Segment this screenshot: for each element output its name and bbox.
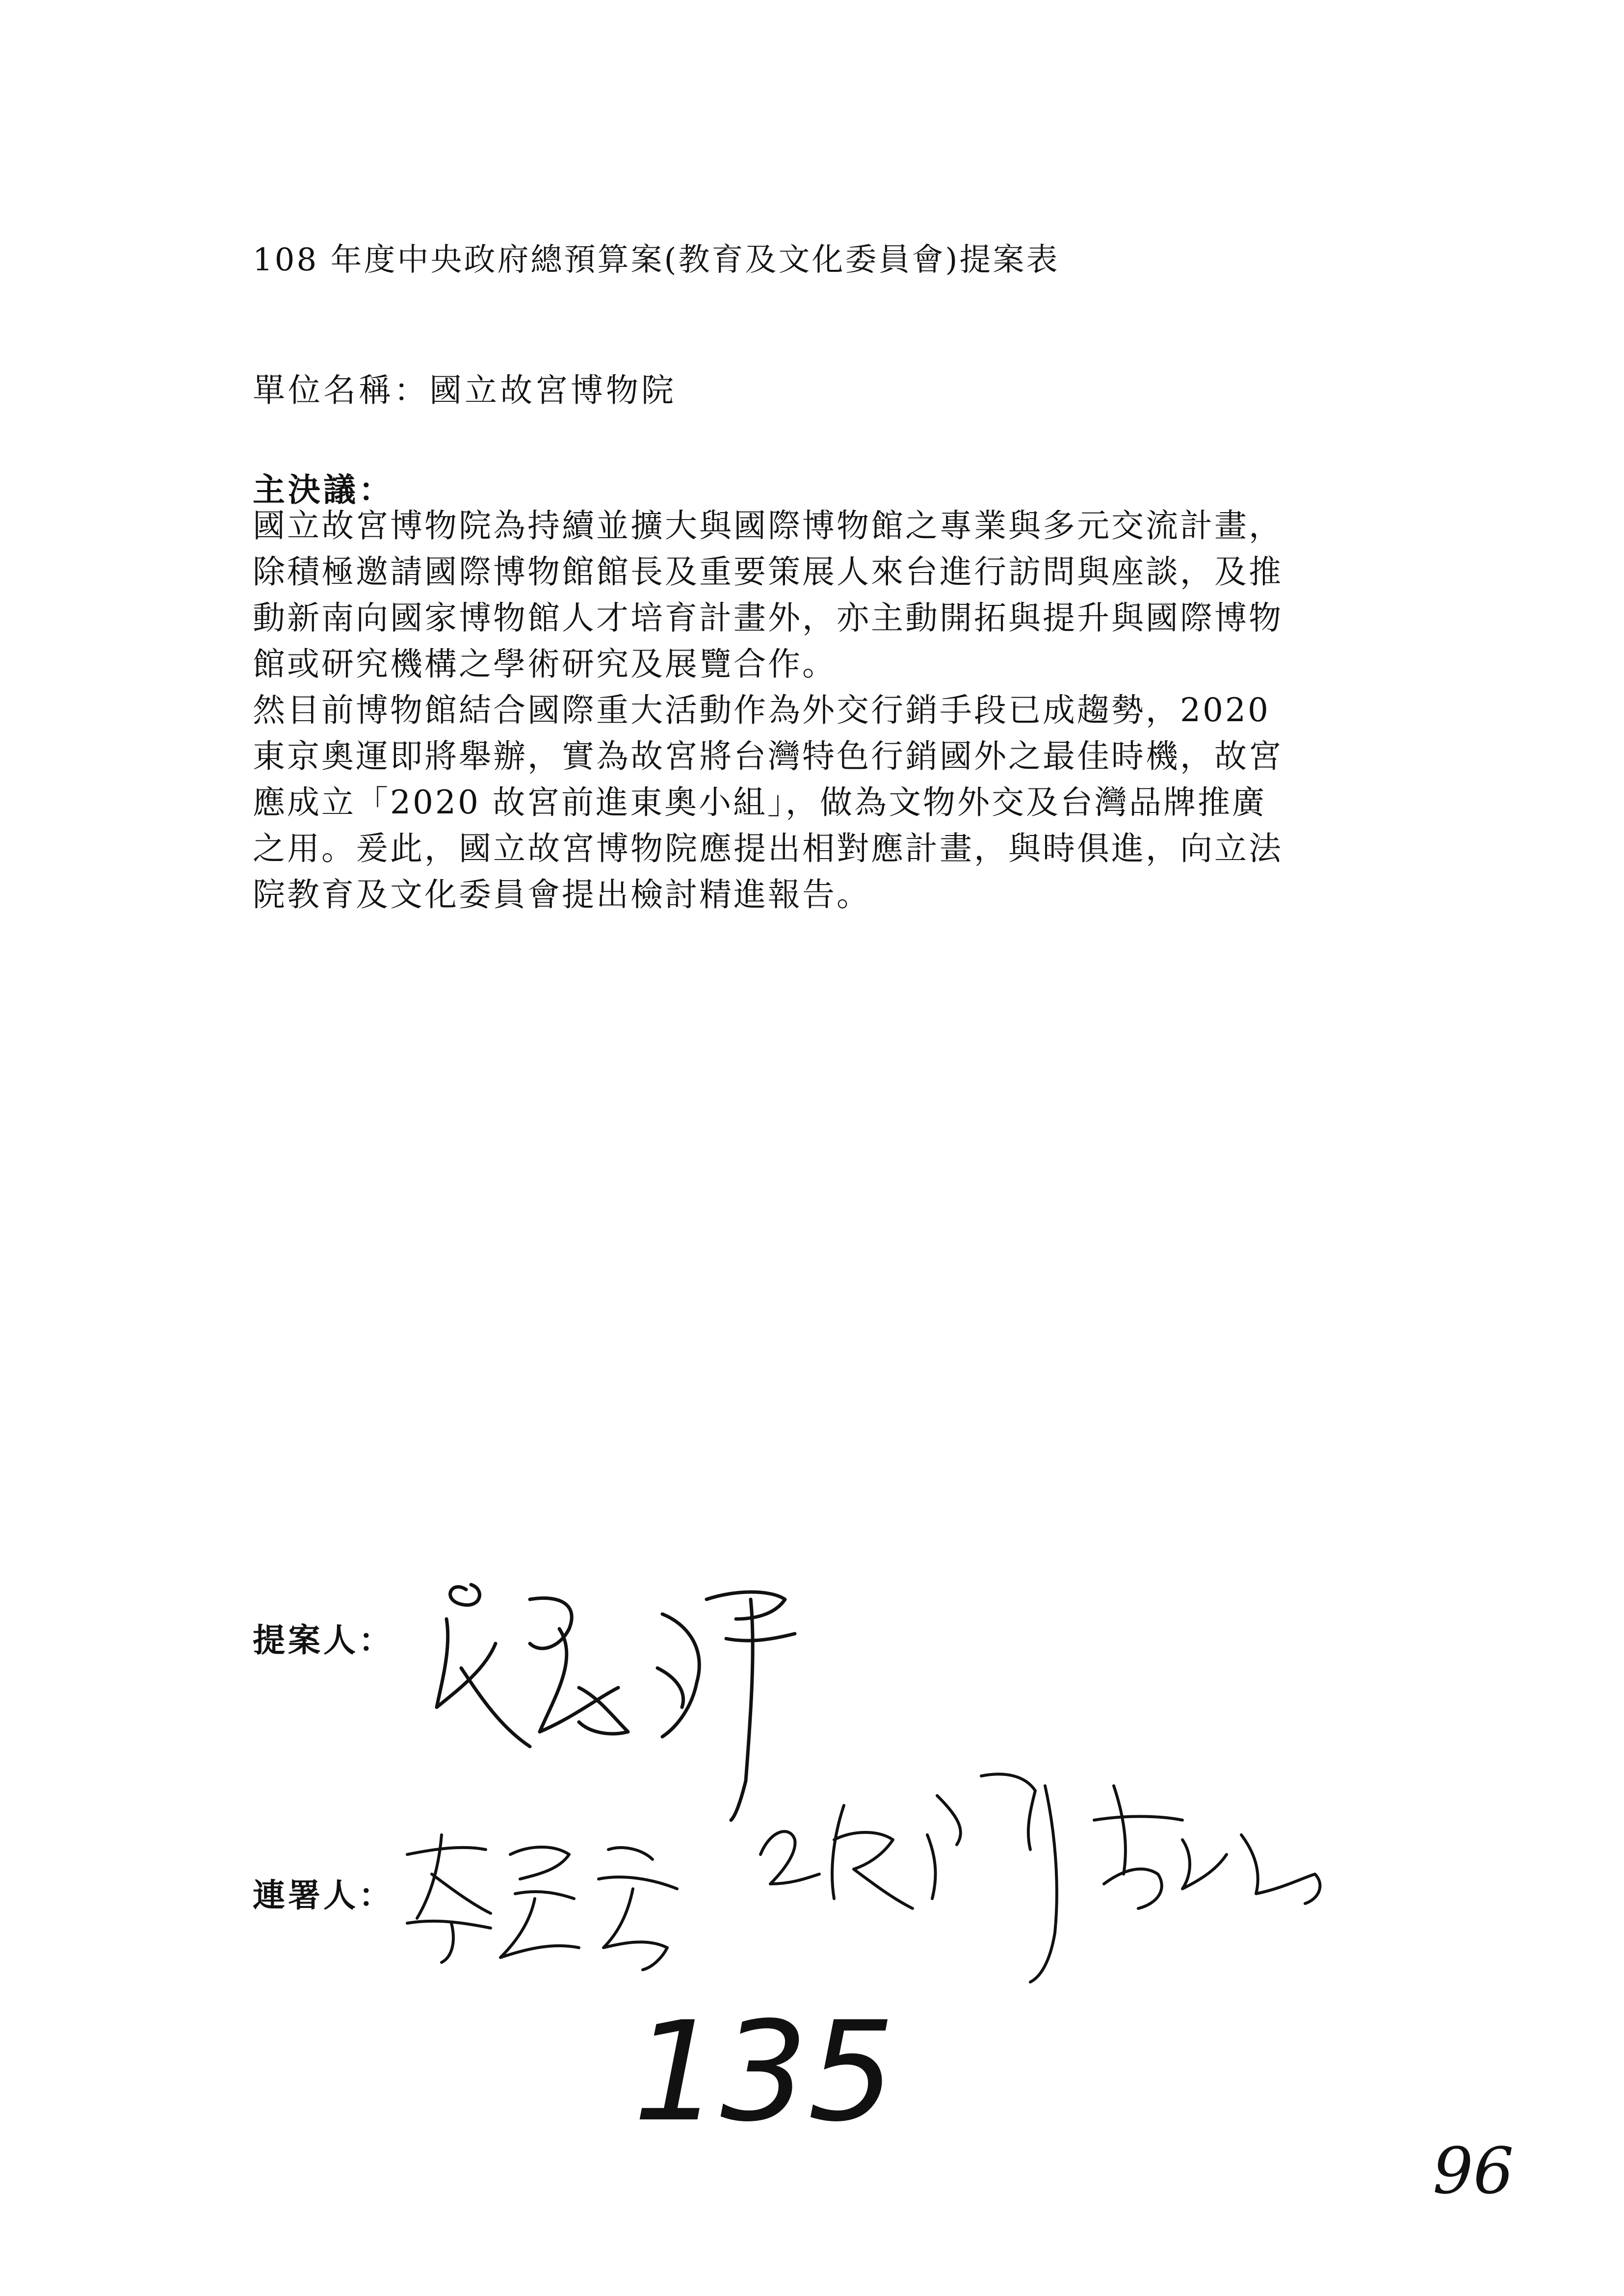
handwritten-number-text: 135 [633,1992,895,2144]
handwritten-number [628,1987,913,2144]
resolution-line: 館或研究機構之學術研究及展覽合作。 [253,645,837,683]
proposer-label: 提案人： [253,1621,394,1659]
cosigner-signature-1 [388,1825,721,1972]
cosigner-signature-2 [751,1756,1364,2011]
resolution-line: 除積極邀請國際博物館館長及重要策展人來台進行訪問與座談，及推 [253,553,1283,591]
resolution-line: 然目前博物館結合國際重大活動作為外交行銷手段已成趨勢，2020 [253,691,1270,729]
resolution-line: 之用。爰此，國立故宮博物院應提出相對應計畫，與時俱進，向立法 [253,830,1283,867]
resolution-heading: 主決議： [253,471,394,509]
unit-name-line: 單位名稱：國立故宮博物院 [253,371,677,409]
resolution-line: 東京奧運即將舉辦，實為故宮將台灣特色行銷國外之最佳時機，故宮 [253,737,1283,775]
resolution-line: 國立故宮博物院為持續並擴大與國際博物館之專業與多元交流計畫， [253,507,1283,545]
cosigner-label: 連署人： [253,1877,394,1914]
resolution-line: 應成立「2020 故宮前進東奧小組」，做為文物外交及台灣品牌推廣 [253,783,1266,821]
page-number-text: 96 [1433,2134,1514,2208]
page-number [1423,2124,1521,2213]
resolution-line: 動新南向國家博物館人才培育計畫外，亦主動開拓與提升與國際博物 [253,599,1283,637]
document-title: 108 年度中央政府總預算案(教育及文化委員會)提案表 [253,242,1060,278]
resolution-line: 院教育及文化委員會提出檢討精進報告。 [253,876,871,913]
resolution-body [253,503,1396,918]
